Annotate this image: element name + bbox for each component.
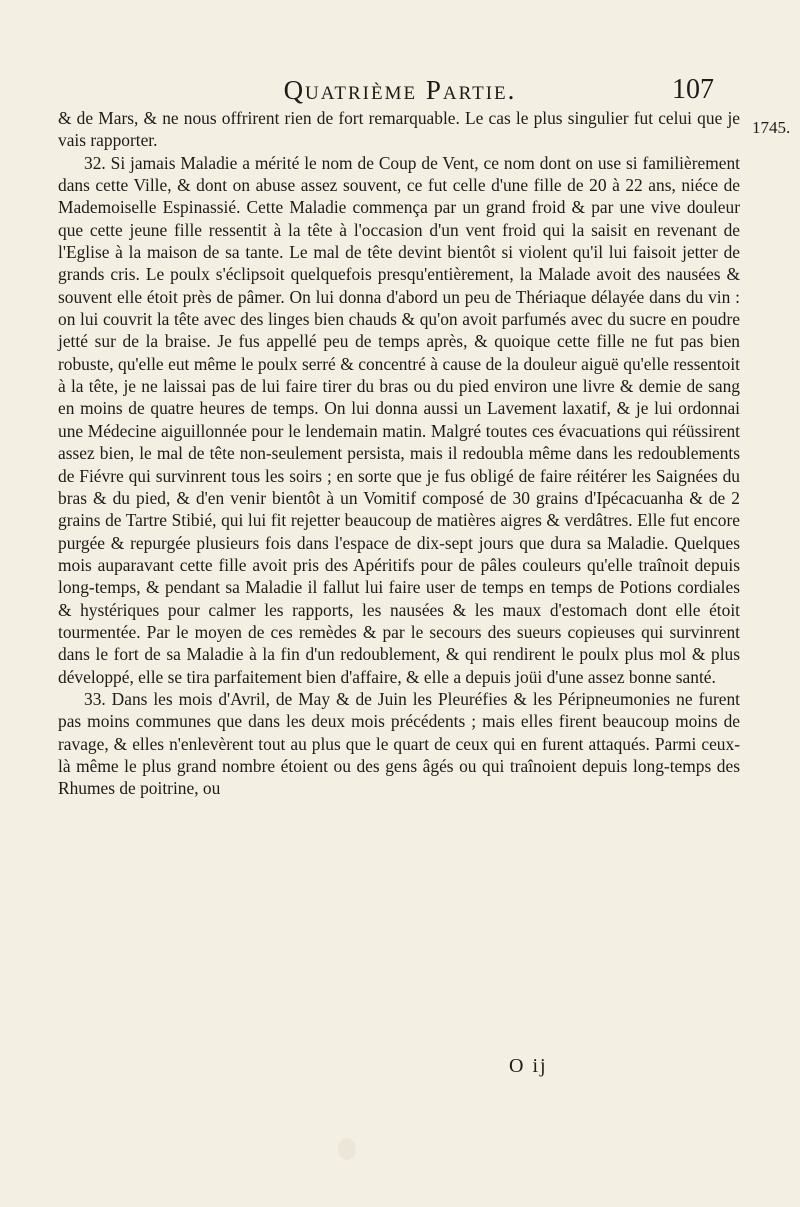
paragraph-continuation: & de Mars, & ne nous offrirent rien de fort remarquable. Le cas le plus singulier fut celui que je vais rapporter.: [58, 108, 740, 151]
body-text: [58, 107, 740, 800]
paragraph-33: 33. Dans les mois d'Avril, de May & de Juin les Pleuréfies & les Péripneumonies ne furent pas moins communes que dans les deux mois précédents ; mais elles firent beaucoup moins de ravage, & elles n'enlevèrent tout au plus que le quart de ceux qui en furent attaqués. Parmi ceux-là même le plus grand nombre étoient ou des gens âgés ou qui traînoient depuis long-temps des Rhumes de poitrine, ou: [58, 688, 740, 799]
running-title: Quatrième Partie.: [283, 75, 517, 105]
margin-year-note: 1745.: [752, 118, 791, 137]
paragraph-32: 32. Si jamais Maladie a mérité le nom de Coup de Vent, ce nom dont on use si familièrement dans cette Ville, & dont on abuse assez souvent, ce fut celle d'une fille de 20 à 22 ans, niéce de Mademoiselle Espinassié. Cette Maladie commença par un grand froid & par une vive douleur que cette jeune fille ressentit à la tête à l'occasion d'un vent froid qui la saisit en revenant de l'Eglise à la maison de sa tante. Le mal de tête devint bientôt si violent qu'il lui faisoit jetter de grands cris. Le poulx s'éclipsoit quelquefois presqu'entièrement, la Malade avoit des nausées & souvent elle étoit près de pâmer. On lui donna d'abord un peu de Thériaque délayée dans du vin : on lui couvrit la tête avec des linges bien chauds & qu'on avoit parfumés avec du sucre en poudre jetté sur de la braise. Je fus appellé peu de temps après, & quoique cette fille ne fut pas bien robuste, qu'elle eut même le poulx serré & concentré à cause de la douleur aiguë qu'elle ressentoit à la tête, je ne laissai pas de lui faire tirer du bras ou du pied environ une livre & demie de sang en moins de quatre heures de temps. On lui donna aussi un Lavement laxatif, & je lui ordonnai une Médecine aiguillonnée pour le lendemain matin. Malgré toutes ces évacuations qui réüssirent assez bien, le mal de tête non-seulement persista, mais il redoubla même dans les redoublements de Fiévre qui survinrent tous les soirs ; en sorte que je fus obligé de faire réitérer les Saignées du bras & du pied, & d'en venir bientôt à un Vomitif composé de 30 grains d'Ipécacuanha & de 2 grains de Tartre Stibié, qui lui fit rejetter beaucoup de matières aigres & verdâtres. Elle fut encore purgée & repurgée plusieurs fois dans l'espace de dix-sept jours que dura sa Maladie. Quelques mois auparavant cette fille avoit pris des Apéritifs pour de pâles couleurs qu'elle traînoit depuis long-temps, & pendant sa Maladie il fallut lui faire user de temps en temps de Potions cordiales & hystériques pour calmer les rapports, les nausées & les maux d'estomach dont elle étoit tourmentée. Par le moyen de ces remèdes & par le secours des sueurs copieuses qui survinrent dans le fort de sa Maladie à la fin d'un redoublement, & qui rendirent le poulx plus mol & plus développé, elle se tira parfaitement bien d'affaire, & elle a depuis joüi d'une assez bonne santé.: [58, 152, 740, 687]
signature-mark: O ij: [509, 1055, 548, 1077]
page-number: 107: [672, 74, 714, 105]
paper-stain: [338, 1138, 356, 1160]
page-header: [58, 72, 742, 106]
